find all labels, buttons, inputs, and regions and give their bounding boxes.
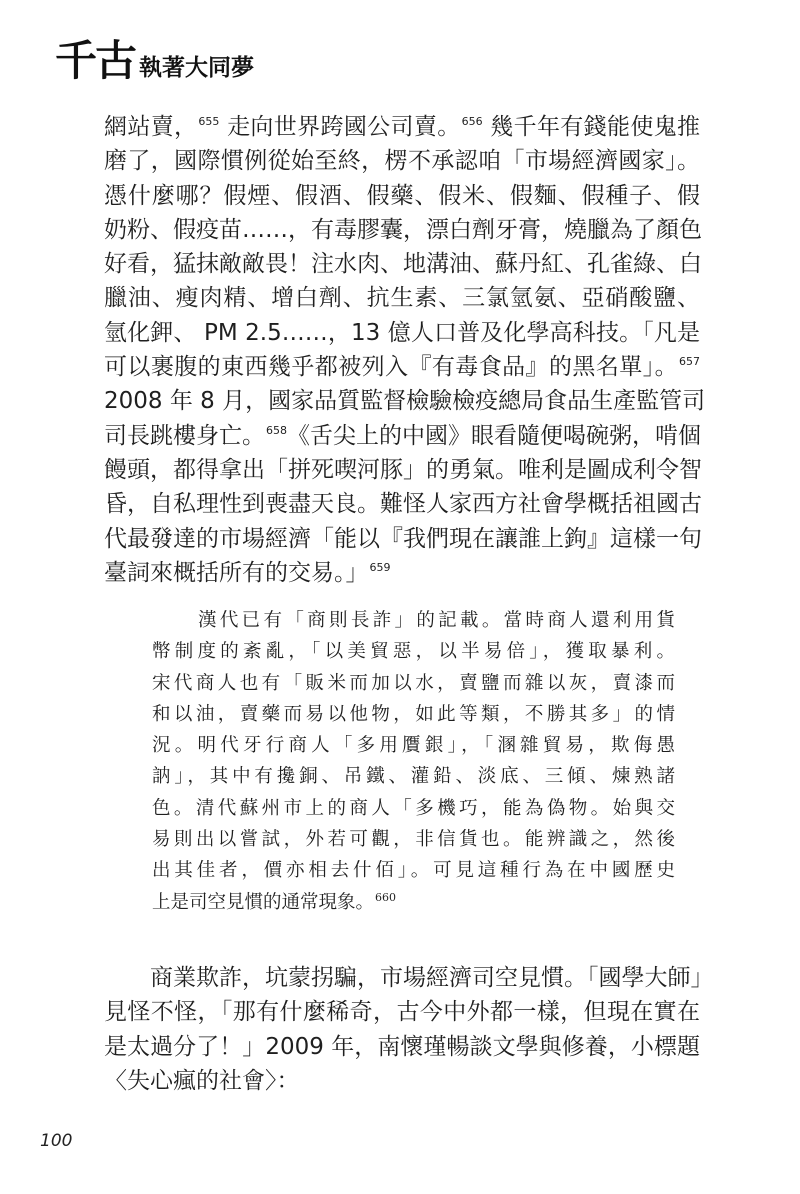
text-segment: 網站賣， [104,114,198,140]
text-line: 磨了，國際慣例從始至終，楞不承認咱「市場經濟國家」。 [104,148,700,175]
text-segment: 可以裹腹的東西幾乎都被列入『有毒食品』的黑名單」。 [104,354,678,381]
footnote-ref: 655 [198,115,220,129]
footnote-ref: 657 [679,355,700,369]
text-line [104,350,700,384]
text-line: 昏，自私理性到喪盡天良。難怪人家西方社會學概括祖國古 [104,491,702,518]
text-line: 饅頭，都得拿出「拼死喫河豚」的勇氣。唯利是圖成利令智 [104,456,702,483]
text-segment: 《舌尖上的中國》眼看隨便喝碗粥，啃個 [287,422,701,449]
text-line [104,556,700,590]
text-segment: 幾千年有錢能使鬼推 [490,114,701,140]
running-head [55,28,254,88]
footnote-ref: 660 [375,890,397,904]
page-number: 100 [40,1131,73,1151]
text-line: 商業欺詐，坑蒙拐騙，市場經濟司空見慣。「國學大師」 [150,965,714,991]
text-line [104,419,700,453]
footnote-ref: 656 [461,115,483,129]
quote-line: 訥」，其中有攙銅、吊鐵、灌鉛、淡底、三傾、煉熟諸 [152,766,675,788]
paragraph-closing [104,961,714,1098]
quote-line: 幣制度的紊亂，「以美貿惡，以半易倍」，獲取暴利。 [152,641,675,663]
text-line: 2008 年 8 月，國家品質監督檢驗檢疫總局食品生產監管司 [104,388,706,415]
text-line [104,110,700,144]
book-title-small: 執著大同夢 [139,54,255,81]
footnote-ref: 658 [266,424,287,438]
text-line: 臘油、瘦肉精、增白劑、抗生素、三氯氫氨、亞硝酸鹽、 [104,285,700,312]
text-segment: 走向世界跨國公司賣。 [227,114,461,140]
quote-line: 和以油，賣藥而易以他物，如此等類，不勝其多」的情 [152,703,675,725]
text-line: 是太過分了！」2009 年，南懷瑾暢談文學與修養，小標題 [104,1033,700,1060]
text-line: 奶粉、假疫苗……，有毒膠囊，漂白劑牙膏，燒臘為了顏色 [104,216,702,243]
book-title-large: 千古 [55,36,136,85]
text-line: 氫化鉀、 PM 2.5……，13 億人口普及化學高科技。「凡是 [104,319,700,346]
quote-line: 出其佳者，價亦相去什佰」。可見這種行為在中國歷史 [152,860,675,882]
text-line: 〈失心瘋的社會〉： [104,1067,300,1094]
quote-line: 色。清代蘇州市上的商人「多機巧，能為偽物。始與交 [152,797,675,819]
text-line: 見怪不怪，「那有什麼稀奇，古今中外都一樣，但現在實在 [104,999,700,1026]
block-quote [152,605,675,918]
quote-line: 況。明代牙行商人「多用贋銀」，「溷雜貿易，欺侮愚 [152,735,675,757]
quote-line: 漢代已有「商則長詐」的記載。當時商人還利用貨 [198,610,675,631]
text-line: 好看，猛抹敵敵畏！注水肉、地溝油、蘇丹紅、孔雀綠、白 [104,251,702,278]
text-line: 憑什麼哪？假煙、假酒、假藥、假米、假麵、假種子、假 [104,182,700,209]
text-segment: 臺詞來概括所有的交易。」 [104,559,369,586]
text-segment: 上是司空見慣的通常現象。 [152,891,375,913]
paragraph-main [104,110,706,590]
footnote-ref: 659 [369,561,391,575]
quote-line: 宋代商人也有「販米而加以水，賣鹽而雜以灰，賣漆而 [152,672,675,694]
quote-line: 易則出以嘗試，外若可觀，非信貨也。能辨識之，然後 [152,829,675,851]
quote-line [152,887,675,918]
text-segment: 司長跳樓身亡。 [104,422,265,449]
text-line: 代最發達的市場經濟「能以『我們現在讓誰上鉤』這樣一句 [104,525,702,552]
